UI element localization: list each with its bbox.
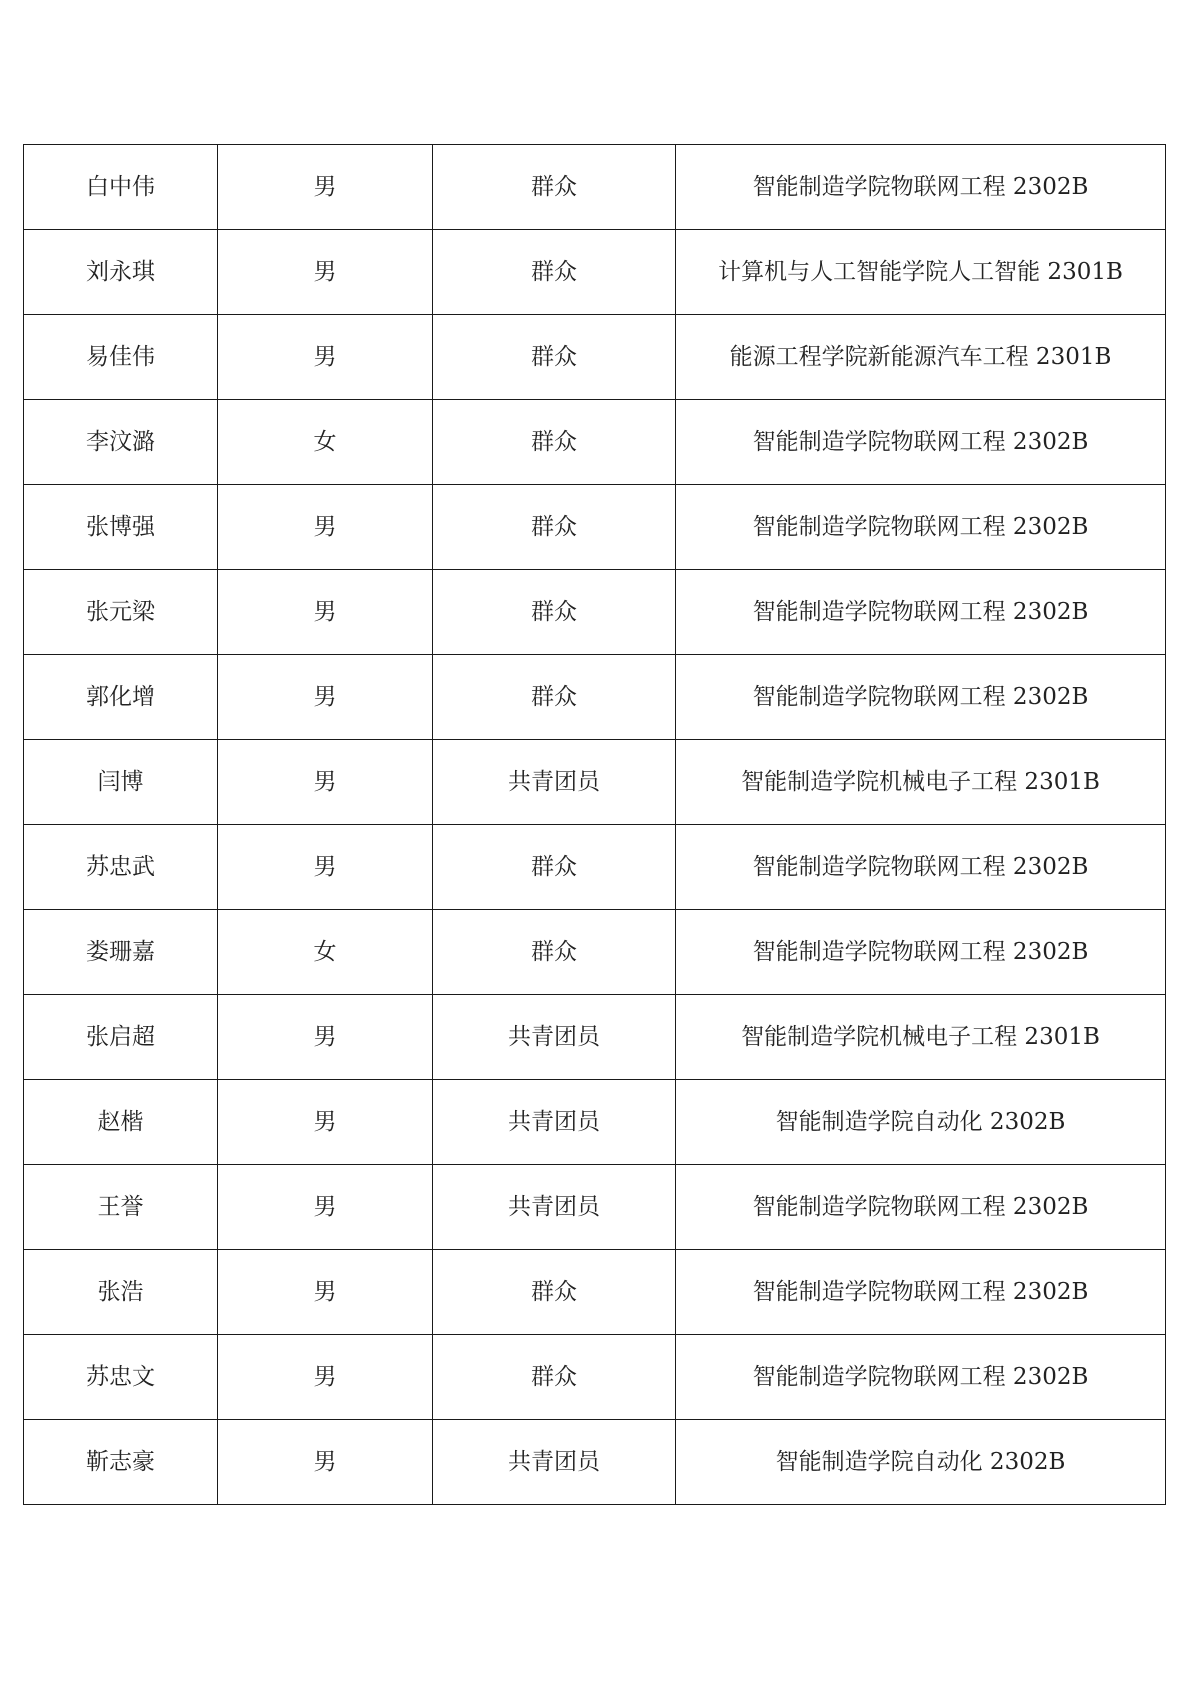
cell-name: 张元梁 — [24, 570, 218, 655]
table-row — [24, 230, 1166, 315]
cell-political-status: 群众 — [433, 145, 676, 230]
cell-political-status: 群众 — [433, 1335, 676, 1420]
cell-gender: 女 — [218, 910, 433, 995]
cell-class: 能源工程学院新能源汽车工程 2301B — [676, 315, 1166, 400]
cell-political-status: 共青团员 — [433, 995, 676, 1080]
cell-gender: 男 — [218, 825, 433, 910]
cell-political-status: 共青团员 — [433, 1080, 676, 1165]
cell-gender: 男 — [218, 1420, 433, 1505]
cell-gender: 男 — [218, 570, 433, 655]
cell-class: 智能制造学院物联网工程 2302B — [676, 1335, 1166, 1420]
cell-class: 计算机与人工智能学院人工智能 2301B — [676, 230, 1166, 315]
cell-gender: 男 — [218, 995, 433, 1080]
cell-gender: 男 — [218, 230, 433, 315]
cell-class: 智能制造学院自动化 2302B — [676, 1080, 1166, 1165]
cell-name: 白中伟 — [24, 145, 218, 230]
cell-class: 智能制造学院物联网工程 2302B — [676, 145, 1166, 230]
cell-name: 闫博 — [24, 740, 218, 825]
cell-name: 张启超 — [24, 995, 218, 1080]
cell-name: 李汶潞 — [24, 400, 218, 485]
cell-gender: 男 — [218, 740, 433, 825]
cell-gender: 男 — [218, 1080, 433, 1165]
table-row — [24, 570, 1166, 655]
cell-name: 刘永琪 — [24, 230, 218, 315]
table-row — [24, 1165, 1166, 1250]
cell-name: 易佳伟 — [24, 315, 218, 400]
cell-name: 张博强 — [24, 485, 218, 570]
cell-class: 智能制造学院机械电子工程 2301B — [676, 995, 1166, 1080]
cell-gender: 男 — [218, 1250, 433, 1335]
roster-table — [23, 144, 1166, 1505]
cell-class: 智能制造学院物联网工程 2302B — [676, 825, 1166, 910]
cell-gender: 男 — [218, 145, 433, 230]
cell-name: 苏忠武 — [24, 825, 218, 910]
table-row — [24, 1335, 1166, 1420]
cell-gender: 男 — [218, 1165, 433, 1250]
table-row — [24, 655, 1166, 740]
table-row — [24, 1250, 1166, 1335]
cell-political-status: 群众 — [433, 825, 676, 910]
cell-political-status: 共青团员 — [433, 740, 676, 825]
cell-name: 靳志豪 — [24, 1420, 218, 1505]
table-row — [24, 1080, 1166, 1165]
cell-name: 王誉 — [24, 1165, 218, 1250]
cell-political-status: 群众 — [433, 570, 676, 655]
cell-class: 智能制造学院物联网工程 2302B — [676, 910, 1166, 995]
cell-gender: 男 — [218, 315, 433, 400]
cell-gender: 男 — [218, 485, 433, 570]
cell-class: 智能制造学院自动化 2302B — [676, 1420, 1166, 1505]
cell-political-status: 群众 — [433, 910, 676, 995]
table-row — [24, 825, 1166, 910]
cell-name: 张浩 — [24, 1250, 218, 1335]
cell-political-status: 群众 — [433, 1250, 676, 1335]
cell-class: 智能制造学院物联网工程 2302B — [676, 1165, 1166, 1250]
cell-name: 娄珊嘉 — [24, 910, 218, 995]
table-row — [24, 1420, 1166, 1505]
cell-gender: 女 — [218, 400, 433, 485]
cell-political-status: 共青团员 — [433, 1165, 676, 1250]
roster-table-body — [24, 145, 1166, 1505]
table-row — [24, 740, 1166, 825]
cell-political-status: 群众 — [433, 315, 676, 400]
cell-political-status: 群众 — [433, 230, 676, 315]
table-row — [24, 145, 1166, 230]
cell-class: 智能制造学院机械电子工程 2301B — [676, 740, 1166, 825]
cell-political-status: 群众 — [433, 485, 676, 570]
cell-class: 智能制造学院物联网工程 2302B — [676, 1250, 1166, 1335]
table-row — [24, 995, 1166, 1080]
table-row — [24, 485, 1166, 570]
table-row — [24, 400, 1166, 485]
cell-gender: 男 — [218, 1335, 433, 1420]
cell-political-status: 共青团员 — [433, 1420, 676, 1505]
cell-name: 赵楷 — [24, 1080, 218, 1165]
cell-class: 智能制造学院物联网工程 2302B — [676, 400, 1166, 485]
cell-class: 智能制造学院物联网工程 2302B — [676, 485, 1166, 570]
cell-political-status: 群众 — [433, 655, 676, 740]
cell-gender: 男 — [218, 655, 433, 740]
cell-class: 智能制造学院物联网工程 2302B — [676, 655, 1166, 740]
cell-name: 苏忠文 — [24, 1335, 218, 1420]
table-row — [24, 910, 1166, 995]
cell-class: 智能制造学院物联网工程 2302B — [676, 570, 1166, 655]
table-row — [24, 315, 1166, 400]
cell-name: 郭化增 — [24, 655, 218, 740]
cell-political-status: 群众 — [433, 400, 676, 485]
